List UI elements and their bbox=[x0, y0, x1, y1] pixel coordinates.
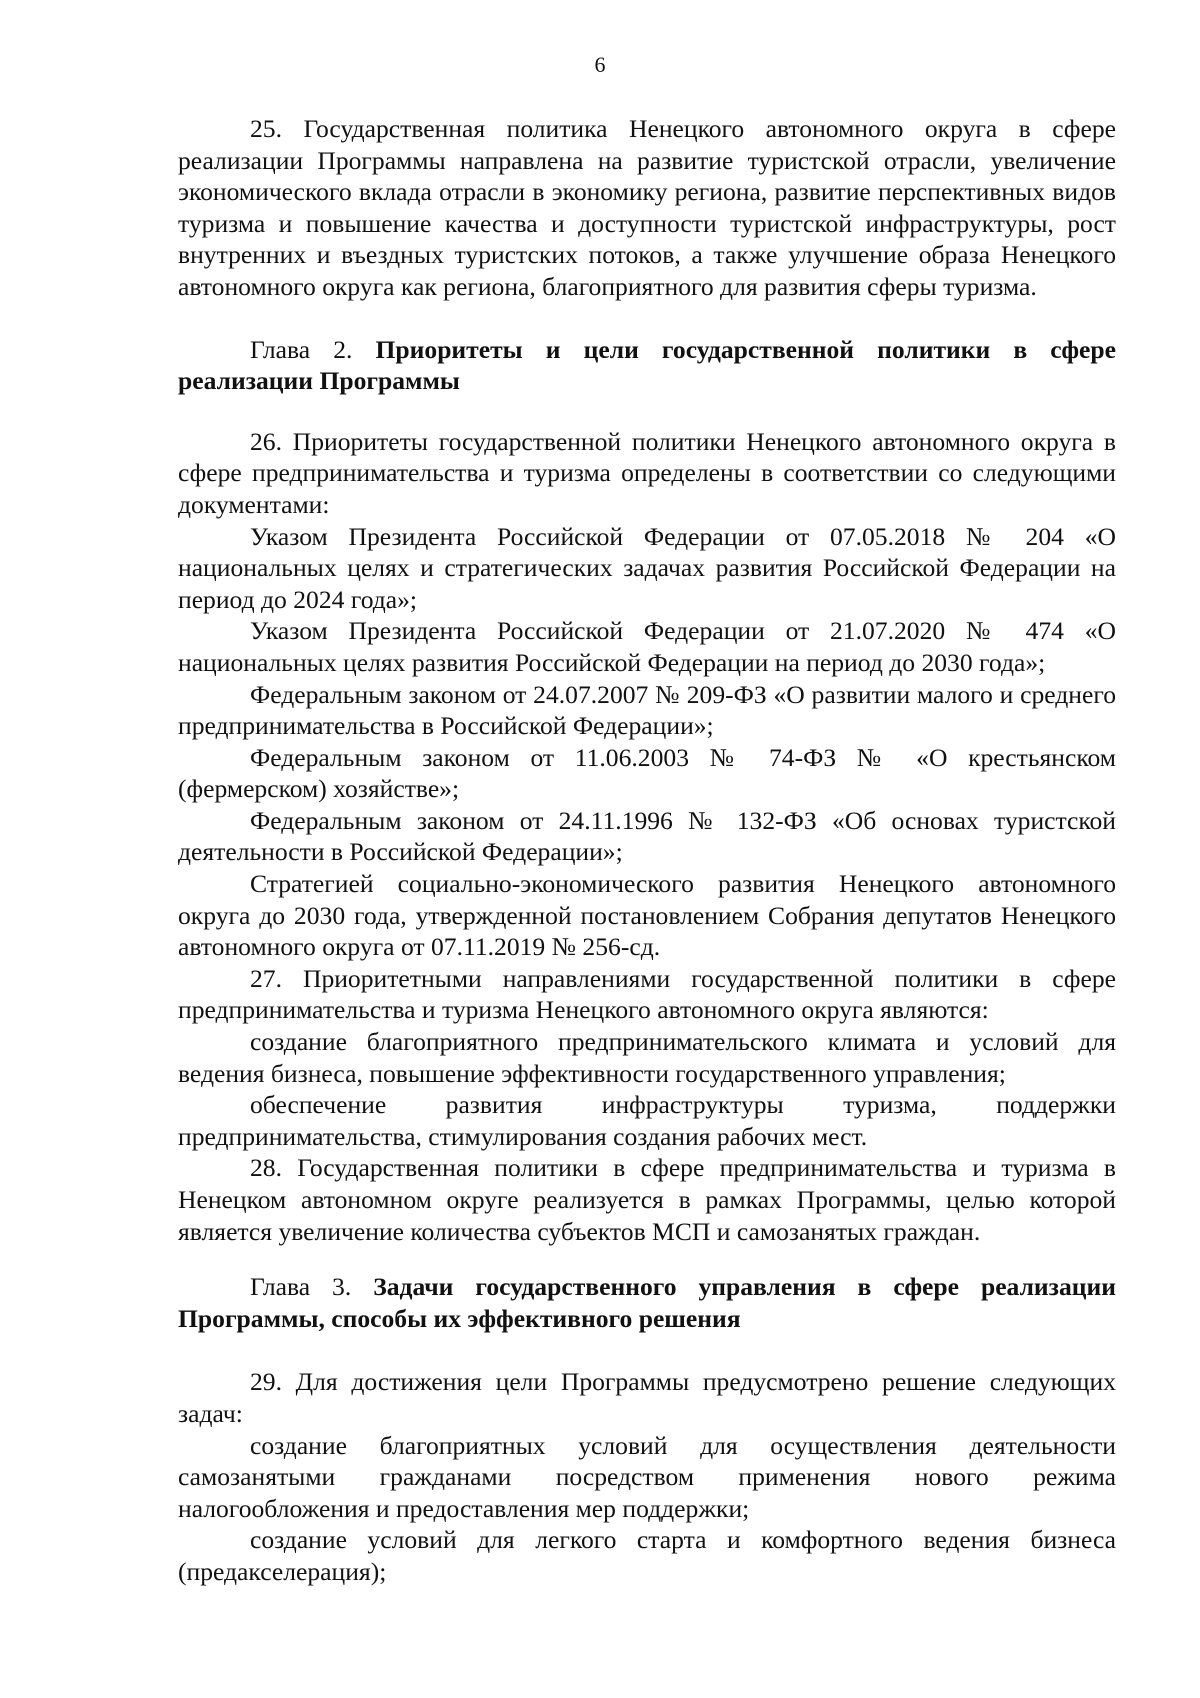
paragraph-28: 28. Государственная политики в сфере предпринимательства и туризма в Ненецком автономном округе реализуется в рамках Программы, целью которой является увеличение количества субъектов МСП и самозанятых граждан. bbox=[178, 1153, 1116, 1246]
spacer bbox=[178, 1247, 1116, 1271]
chapter-3-title: Задачи государственного управления в сфере реализации Программы, способы их эффективного решения bbox=[178, 1272, 1116, 1333]
chapter-2-prefix: Глава 2. bbox=[250, 334, 376, 364]
paragraph-26: 26. Приоритеты государственной политики Ненецкого автономного округа в сфере предпринимательства и туризма определены в соответствии со следующими документами: bbox=[178, 426, 1116, 519]
paragraph-29: 29. Для достижения цели Программы предусмотрено решение следующих задач: bbox=[178, 1367, 1116, 1428]
document-item-5: Федеральным законом от 24.11.1996 № 132-ФЗ «Об основах туристской деятельности в Российской Федерации»; bbox=[178, 805, 1116, 867]
spacer bbox=[178, 1334, 1116, 1366]
document-item-1: Указом Президента Российской Федерации от 07.05.2018 № 204 «О национальных целях и стратегических задачах развития Российской Федерации на период до 2024 года»; bbox=[178, 521, 1116, 614]
page-number: 6 bbox=[594, 52, 606, 77]
chapter-2-title: Приоритеты и цели государственной политики в сфере реализации Программы bbox=[178, 334, 1116, 396]
document-item-3: Федеральным законом от 24.07.2007 № 209-ФЗ «О развитии малого и среднего предпринимательства в Российской Федерации»; bbox=[178, 679, 1116, 741]
document-item-6: Стратегией социально-экономического развития Ненецкого автономного округа до 2030 года, утвержденной постановлением Собрания депутатов Ненецкого автономного округа от 07.11.2019 № 256-сд. bbox=[178, 869, 1116, 962]
document-body bbox=[178, 113, 1116, 1588]
spacer bbox=[178, 303, 1116, 334]
paragraph-25: 25. Государственная политика Ненецкого автономного округа в сфере реализации Программы направлена на развитие туристской отрасли, увеличение экономического вклада отрасли в экономику региона, развитие перспективных видов туризма и повышение качества и доступности туристской инфраструктуры, рост внутренних и въездных туристских потоков, а также улучшение образа Ненецкого автономного округа как региона, благоприятного для развития сферы туризма. bbox=[178, 114, 1116, 301]
paragraph-27: 27. Приоритетными направлениями государственной политики в сфере предпринимательства и туризма Ненецкого автономного округа являются: bbox=[178, 963, 1116, 1025]
paragraph-27-item-2: обеспечение развития инфраструктуры туризма, поддержки предпринимательства, стимулирования создания рабочих мест. bbox=[178, 1090, 1116, 1151]
paragraph-29-item-1: создание благоприятных условий для осуществления деятельности самозанятыми гражданами посредством применения нового режима налогообложения и предоставления мер поддержки; bbox=[178, 1430, 1116, 1523]
chapter-3-heading bbox=[178, 1271, 1116, 1334]
spacer bbox=[178, 397, 1116, 426]
chapter-2-heading bbox=[178, 334, 1116, 397]
document-item-4: Федеральным законом от 11.06.2003 № 74-ФЗ № «О крестьянском (фермерском) хозяйстве»; bbox=[178, 742, 1116, 804]
document-item-2: Указом Президента Российской Федерации от 21.07.2020 № 474 «О национальных целях развития Российской Федерации на период до 2030 года»; bbox=[178, 616, 1116, 677]
paragraph-27-item-1: создание благоприятного предпринимательского климата и условий для ведения бизнеса, повышение эффективности государственного управления; bbox=[178, 1027, 1116, 1088]
paragraph-29-item-2: создание условий для легкого старта и комфортного ведения бизнеса (предакселерация); bbox=[178, 1525, 1116, 1586]
chapter-3-prefix: Глава 3. bbox=[250, 1272, 374, 1302]
